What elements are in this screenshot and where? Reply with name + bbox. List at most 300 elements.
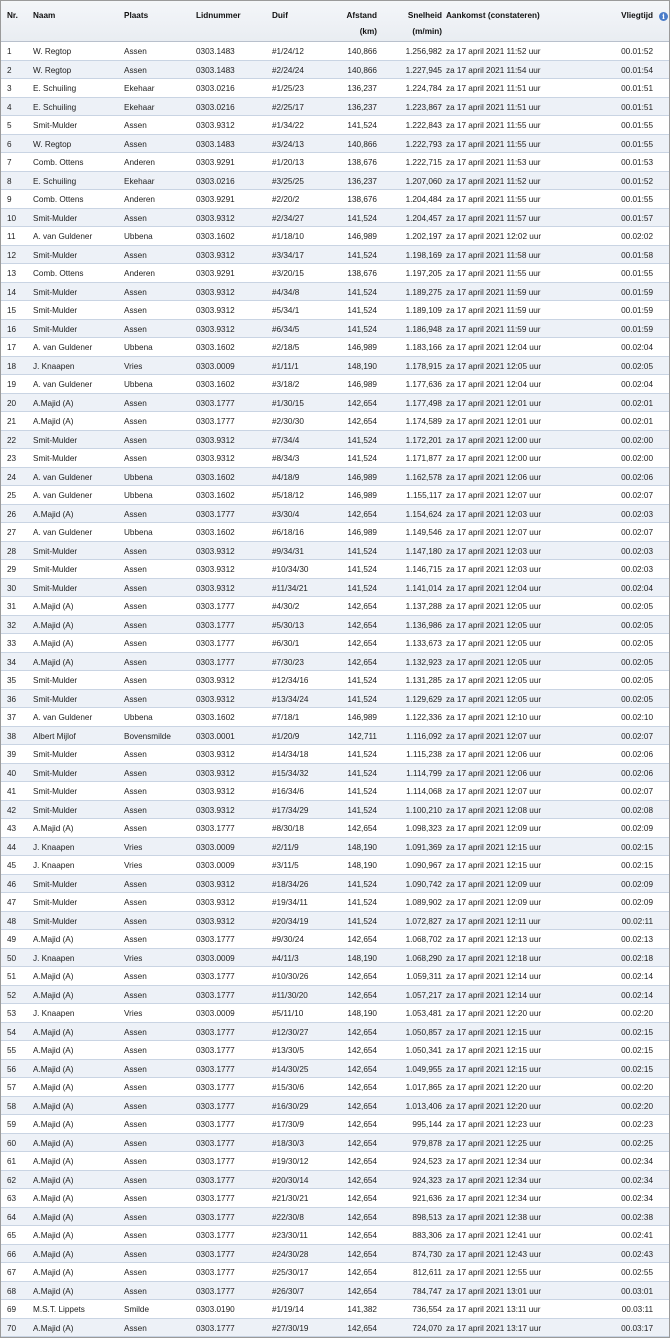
table-row[interactable]	[1, 1245, 669, 1264]
cell-naam: A.Majid (A)	[33, 1101, 74, 1111]
cell-afstand: 146,989	[347, 491, 377, 500]
cell-nr: 58	[7, 1101, 17, 1111]
cell-nr: 6	[7, 139, 12, 149]
cell-aankomst: za 17 april 2021 12:14 uur	[446, 972, 542, 981]
cell-vliegtijd: 00.02:34	[621, 1157, 653, 1166]
cell-naam: A.Majid (A)	[33, 1027, 74, 1037]
table-row[interactable]	[1, 708, 669, 727]
cell-aankomst: za 17 april 2021 12:04 uur	[446, 583, 542, 593]
cell-naam: A. van Guldener	[33, 343, 93, 352]
cell-afstand: 146,989	[347, 232, 377, 241]
cell-aankomst: za 17 april 2021 12:09 uur	[446, 824, 542, 833]
cell-naam: A. van Guldener	[33, 380, 93, 389]
cell-lidnummer: 0303.9291	[196, 269, 235, 278]
table-row[interactable]	[1, 616, 669, 635]
table-row[interactable]	[1, 1263, 669, 1282]
cell-nr: 47	[7, 898, 17, 907]
cell-aankomst: za 17 april 2021 12:18 uur	[446, 953, 542, 963]
cell-afstand: 141,524	[347, 787, 377, 796]
table-row[interactable]	[1, 264, 669, 283]
cell-lidnummer: 0303.9312	[196, 694, 235, 704]
table-row[interactable]	[1, 227, 669, 246]
cell-duif: #6/34/5	[272, 324, 300, 334]
cell-plaats: Ekehaar	[124, 102, 155, 112]
cell-plaats: Assen	[124, 676, 147, 685]
cell-afstand: 141,524	[347, 879, 377, 889]
cell-naam: J. Knaapen	[33, 361, 75, 371]
table-row[interactable]	[1, 875, 669, 894]
col-header-snelheid[interactable]: Snelheid	[407, 11, 442, 20]
cell-vliegtijd: 00.01:55	[621, 269, 653, 278]
cell-vliegtijd: 00.02:05	[621, 676, 653, 685]
table-row[interactable]	[1, 209, 669, 228]
table-row[interactable]	[1, 1115, 669, 1134]
table-row[interactable]	[1, 1134, 669, 1153]
table-row[interactable]	[1, 246, 669, 265]
cell-nr: 68	[7, 1286, 17, 1296]
table-row[interactable]	[1, 782, 669, 801]
cell-vliegtijd: 00.02:20	[621, 1009, 653, 1018]
cell-nr: 12	[7, 250, 17, 260]
cell-lidnummer: 0303.1777	[196, 1268, 235, 1277]
col-header-afstand-unit: (km)	[359, 27, 377, 36]
table-row[interactable]	[1, 1078, 669, 1097]
info-icon[interactable]: i	[659, 12, 668, 21]
table-row[interactable]	[1, 727, 669, 746]
table-row[interactable]	[1, 856, 669, 875]
cell-lidnummer: 0303.1602	[196, 232, 235, 241]
cell-lidnummer: 0303.1777	[196, 639, 235, 648]
table-row[interactable]	[1, 523, 669, 542]
table-row[interactable]	[1, 153, 669, 172]
cell-nr: 7	[7, 158, 12, 167]
cell-nr: 69	[7, 1305, 17, 1314]
cell-vliegtijd: 00.02:01	[621, 417, 653, 426]
cell-naam: Smit-Mulder	[33, 694, 78, 704]
cell-duif: #3/25/25	[272, 176, 304, 186]
cell-snelheid: 1.017,865	[405, 1083, 442, 1092]
cell-vliegtijd: 00.02:09	[621, 824, 653, 833]
cell-nr: 13	[7, 269, 17, 278]
cell-lidnummer: 0303.1602	[196, 472, 235, 482]
cell-vliegtijd: 00.02:05	[621, 620, 653, 630]
cell-duif: #2/20/2	[272, 195, 300, 204]
table-row[interactable]	[1, 653, 669, 672]
table-row[interactable]	[1, 967, 669, 986]
cell-aankomst: za 17 april 2021 11:55 uur	[446, 195, 541, 204]
cell-plaats: Vries	[124, 953, 143, 963]
cell-aankomst: za 17 april 2021 12:00 uur	[446, 435, 542, 445]
cell-plaats: Assen	[124, 1157, 147, 1166]
cell-duif: #13/30/5	[272, 1046, 304, 1055]
cell-lidnummer: 0303.1777	[196, 509, 235, 519]
cell-afstand: 142,654	[347, 1157, 377, 1166]
cell-nr: 28	[7, 546, 17, 556]
col-header-snelheid-unit: (m/min)	[412, 27, 442, 36]
cell-afstand: 146,989	[347, 343, 377, 352]
table-row[interactable]	[1, 135, 669, 154]
cell-naam: A. van Guldener	[33, 713, 93, 722]
cell-duif: #3/20/15	[272, 269, 304, 278]
cell-lidnummer: 0303.1777	[196, 990, 235, 1000]
table-row[interactable]	[1, 61, 669, 80]
cell-nr: 57	[7, 1083, 17, 1092]
cell-naam: Smit-Mulder	[33, 546, 78, 556]
cell-duif: #15/30/6	[272, 1083, 304, 1092]
cell-snelheid: 995,144	[412, 1120, 442, 1129]
cell-snelheid: 1.091,369	[405, 842, 442, 852]
cell-naam: A.Majid (A)	[33, 1138, 74, 1148]
table-row[interactable]	[1, 745, 669, 764]
table-row[interactable]	[1, 671, 669, 690]
table-row[interactable]	[1, 764, 669, 783]
cell-afstand: 141,524	[347, 565, 377, 574]
table-row[interactable]	[1, 1041, 669, 1060]
cell-vliegtijd: 00.02:09	[621, 879, 653, 889]
cell-naam: W. Regtop	[33, 47, 72, 56]
cell-naam: Comb. Ottens	[33, 195, 84, 204]
cell-vliegtijd: 00.02:55	[621, 1268, 653, 1277]
cell-nr: 15	[7, 306, 17, 315]
cell-lidnummer: 0303.1777	[196, 1157, 235, 1166]
cell-naam: A.Majid (A)	[33, 972, 74, 981]
table-row[interactable]	[1, 394, 669, 413]
cell-duif: #5/11/10	[272, 1009, 304, 1018]
table-row[interactable]	[1, 1282, 669, 1301]
cell-aankomst: za 17 april 2021 12:15 uur	[446, 1046, 542, 1055]
table-row[interactable]	[1, 1226, 669, 1245]
cell-afstand: 142,654	[347, 1027, 377, 1037]
cell-afstand: 142,654	[347, 1268, 377, 1277]
col-header-duif[interactable]: Duif	[272, 11, 288, 20]
cell-afstand: 142,654	[347, 1175, 377, 1185]
table-row[interactable]	[1, 375, 669, 394]
cell-vliegtijd: 00.02:14	[621, 990, 653, 1000]
cell-duif: #17/34/29	[272, 805, 309, 815]
cell-snelheid: 1.147,180	[405, 546, 442, 556]
cell-duif: #25/30/17	[272, 1268, 309, 1277]
cell-naam: A.Majid (A)	[33, 1231, 74, 1240]
table-row[interactable]	[1, 412, 669, 431]
cell-afstand: 141,524	[347, 805, 377, 815]
cell-duif: #10/30/26	[272, 972, 309, 981]
cell-afstand: 146,989	[347, 528, 377, 537]
cell-nr: 55	[7, 1046, 17, 1055]
cell-aankomst: za 17 april 2021 13:01 uur	[446, 1286, 542, 1296]
col-header-aankomst[interactable]: Aankomst (constateren)	[446, 11, 540, 20]
table-row[interactable]	[1, 338, 669, 357]
cell-naam: A. van Guldener	[33, 528, 93, 537]
cell-snelheid: 1.177,636	[405, 380, 442, 389]
table-row[interactable]	[1, 1004, 669, 1023]
table-row[interactable]	[1, 301, 669, 320]
cell-plaats: Ubbena	[124, 472, 153, 482]
cell-snelheid: 1.162,578	[405, 472, 442, 482]
cell-plaats: Assen	[124, 1212, 147, 1222]
cell-naam: E. Schuiling	[33, 102, 77, 112]
table-row[interactable]	[1, 505, 669, 524]
cell-lidnummer: 0303.9291	[196, 158, 235, 167]
table-row[interactable]	[1, 1300, 669, 1319]
cell-naam: A. van Guldener	[33, 491, 93, 500]
table-row[interactable]	[1, 486, 669, 505]
cell-duif: #12/30/27	[272, 1027, 309, 1037]
table-row[interactable]	[1, 1189, 669, 1208]
cell-snelheid: 1.177,498	[405, 398, 442, 408]
table-row[interactable]	[1, 912, 669, 931]
cell-lidnummer: 0303.9312	[196, 324, 235, 334]
table-row[interactable]	[1, 468, 669, 487]
table-row[interactable]	[1, 542, 669, 561]
cell-afstand: 142,654	[347, 620, 377, 630]
cell-snelheid: 1.224,784	[405, 84, 442, 93]
cell-vliegtijd: 00.01:55	[621, 139, 653, 149]
table-row[interactable]	[1, 986, 669, 1005]
cell-aankomst: za 17 april 2021 12:04 uur	[446, 380, 542, 389]
cell-duif: #4/34/8	[272, 287, 300, 297]
cell-afstand: 142,654	[347, 1064, 377, 1074]
cell-duif: #1/19/14	[272, 1305, 304, 1314]
cell-aankomst: za 17 april 2021 12:09 uur	[446, 898, 542, 907]
cell-nr: 19	[7, 380, 17, 389]
col-header-plaats[interactable]: Plaats	[124, 11, 149, 20]
table-row[interactable]	[1, 819, 669, 838]
table-row[interactable]	[1, 1023, 669, 1042]
cell-aankomst: za 17 april 2021 12:03 uur	[446, 546, 542, 556]
cell-nr: 61	[7, 1157, 17, 1166]
cell-plaats: Assen	[124, 306, 147, 315]
cell-plaats: Assen	[124, 1323, 147, 1333]
cell-vliegtijd: 00.02:15	[621, 861, 653, 870]
cell-lidnummer: 0303.9312	[196, 787, 235, 796]
cell-vliegtijd: 00.01:57	[621, 213, 653, 223]
cell-aankomst: za 17 april 2021 12:06 uur	[446, 472, 542, 482]
table-row[interactable]	[1, 838, 669, 857]
table-row[interactable]	[1, 1171, 669, 1190]
table-row[interactable]	[1, 1208, 669, 1227]
cell-nr: 65	[7, 1231, 17, 1240]
table-row[interactable]	[1, 634, 669, 653]
cell-vliegtijd: 00.02:04	[621, 583, 653, 593]
cell-afstand: 142,654	[347, 398, 377, 408]
cell-afstand: 142,654	[347, 1286, 377, 1296]
cell-lidnummer: 0303.9312	[196, 805, 235, 815]
cell-naam: Smit-Mulder	[33, 435, 78, 445]
cell-aankomst: za 17 april 2021 11:51 uur	[446, 102, 541, 112]
cell-naam: Smit-Mulder	[33, 787, 78, 796]
cell-aankomst: za 17 april 2021 12:08 uur	[446, 805, 542, 815]
cell-snelheid: 1.207,060	[405, 176, 442, 186]
cell-vliegtijd: 00.02:15	[621, 1046, 653, 1055]
cell-nr: 40	[7, 768, 17, 778]
cell-nr: 23	[7, 454, 17, 463]
cell-vliegtijd: 00.01:55	[621, 121, 653, 130]
cell-afstand: 141,524	[347, 324, 377, 334]
cell-nr: 63	[7, 1194, 17, 1203]
table-row[interactable]	[1, 431, 669, 450]
cell-aankomst: za 17 april 2021 12:06 uur	[446, 768, 542, 778]
cell-snelheid: 1.122,336	[405, 713, 442, 722]
table-row[interactable]	[1, 560, 669, 579]
cell-plaats: Assen	[124, 435, 147, 445]
cell-aankomst: za 17 april 2021 12:11 uur	[446, 916, 541, 926]
cell-plaats: Assen	[124, 1138, 147, 1148]
cell-plaats: Assen	[124, 935, 147, 944]
cell-lidnummer: 0303.9312	[196, 213, 235, 223]
cell-plaats: Anderen	[124, 195, 155, 204]
cell-plaats: Assen	[124, 657, 147, 667]
cell-lidnummer: 0303.0190	[196, 1305, 235, 1314]
table-row[interactable]	[1, 79, 669, 98]
cell-lidnummer: 0303.1777	[196, 1120, 235, 1129]
cell-naam: A.Majid (A)	[33, 1268, 74, 1277]
cell-plaats: Ubbena	[124, 232, 153, 241]
cell-vliegtijd: 00.01:59	[621, 287, 653, 297]
cell-naam: Albert Mijlof	[33, 731, 76, 741]
cell-naam: J. Knaapen	[33, 842, 75, 852]
cell-snelheid: 1.149,546	[405, 528, 442, 537]
cell-lidnummer: 0303.0009	[196, 361, 235, 371]
table-row[interactable]	[1, 801, 669, 820]
cell-lidnummer: 0303.1602	[196, 528, 235, 537]
cell-nr: 20	[7, 398, 17, 408]
table-row[interactable]	[1, 449, 669, 468]
cell-vliegtijd: 00.02:07	[621, 731, 653, 741]
cell-afstand: 142,654	[347, 1120, 377, 1129]
cell-lidnummer: 0303.0216	[196, 102, 235, 112]
col-header-vliegtijd[interactable]: Vliegtijd	[621, 11, 653, 20]
col-header-afstand[interactable]: Afstand	[346, 11, 377, 20]
cell-nr: 56	[7, 1064, 17, 1074]
cell-nr: 39	[7, 750, 17, 759]
cell-naam: A.Majid (A)	[33, 1249, 74, 1259]
cell-nr: 17	[7, 343, 17, 352]
cell-vliegtijd: 00.02:00	[621, 454, 653, 463]
cell-lidnummer: 0303.1777	[196, 1101, 235, 1111]
cell-afstand: 148,190	[347, 1009, 377, 1018]
cell-duif: #1/34/22	[272, 121, 304, 130]
cell-snelheid: 1.223,867	[405, 102, 442, 112]
cell-plaats: Vries	[124, 842, 143, 852]
cell-afstand: 141,382	[347, 1305, 377, 1314]
cell-snelheid: 1.132,923	[405, 657, 442, 667]
cell-vliegtijd: 00.02:11	[621, 916, 653, 926]
table-row[interactable]	[1, 357, 669, 376]
cell-vliegtijd: 00.02:07	[621, 787, 653, 796]
cell-afstand: 142,654	[347, 1101, 377, 1111]
cell-afstand: 142,654	[347, 602, 377, 611]
table-row[interactable]	[1, 690, 669, 709]
cell-plaats: Assen	[124, 1064, 147, 1074]
table-row[interactable]	[1, 116, 669, 135]
cell-vliegtijd: 00.02:00	[621, 435, 653, 445]
table-row[interactable]	[1, 320, 669, 339]
cell-nr: 49	[7, 935, 17, 944]
cell-naam: A.Majid (A)	[33, 1046, 74, 1055]
cell-plaats: Assen	[124, 1120, 147, 1129]
table-row[interactable]	[1, 283, 669, 302]
table-row[interactable]	[1, 1319, 669, 1338]
cell-plaats: Ubbena	[124, 528, 153, 537]
table-row[interactable]	[1, 893, 669, 912]
cell-duif: #1/30/15	[272, 398, 304, 408]
cell-duif: #20/30/14	[272, 1175, 309, 1185]
table-row[interactable]	[1, 1060, 669, 1079]
cell-plaats: Ubbena	[124, 380, 153, 389]
cell-plaats: Assen	[124, 879, 147, 889]
cell-vliegtijd: 00.02:05	[621, 361, 653, 371]
table-row[interactable]	[1, 949, 669, 968]
cell-lidnummer: 0303.1777	[196, 1046, 235, 1055]
cell-vliegtijd: 00.02:01	[621, 398, 653, 408]
table-row[interactable]	[1, 98, 669, 117]
cell-aankomst: za 17 april 2021 12:41 uur	[446, 1231, 542, 1240]
cell-afstand: 141,524	[347, 676, 377, 685]
cell-vliegtijd: 00.01:59	[621, 306, 653, 315]
cell-nr: 1	[7, 47, 12, 56]
cell-vliegtijd: 00.02:38	[621, 1212, 653, 1222]
cell-lidnummer: 0303.9312	[196, 916, 235, 926]
cell-lidnummer: 0303.0216	[196, 176, 235, 186]
cell-aankomst: za 17 april 2021 11:55 uur	[446, 269, 541, 278]
cell-nr: 27	[7, 528, 17, 537]
cell-duif: #9/34/31	[272, 546, 304, 556]
col-header-nr[interactable]: Nr.	[7, 11, 18, 20]
cell-afstand: 142,654	[347, 417, 377, 426]
col-header-naam[interactable]: Naam	[33, 11, 56, 20]
table-row[interactable]	[1, 1097, 669, 1116]
cell-duif: #8/30/18	[272, 824, 304, 833]
cell-lidnummer: 0303.9312	[196, 565, 235, 574]
table-row[interactable]	[1, 172, 669, 191]
col-header-lidnummer[interactable]: Lidnummer	[196, 11, 241, 20]
cell-aankomst: za 17 april 2021 12:15 uur	[446, 842, 542, 852]
cell-afstand: 142,654	[347, 1249, 377, 1259]
table-row[interactable]	[1, 597, 669, 616]
cell-afstand: 146,989	[347, 380, 377, 389]
cell-duif: #19/30/12	[272, 1157, 309, 1166]
cell-aankomst: za 17 april 2021 12:07 uur	[446, 528, 542, 537]
cell-vliegtijd: 00.02:15	[621, 1064, 653, 1074]
cell-snelheid: 1.049,955	[405, 1064, 442, 1074]
table-row[interactable]	[1, 930, 669, 949]
cell-snelheid: 1.154,624	[405, 509, 442, 519]
cell-vliegtijd: 00.01:51	[621, 102, 653, 112]
cell-naam: J. Knaapen	[33, 861, 75, 870]
cell-naam: A.Majid (A)	[33, 1083, 74, 1092]
cell-afstand: 142,654	[347, 1194, 377, 1203]
table-row[interactable]	[1, 42, 669, 61]
table-row[interactable]	[1, 579, 669, 598]
cell-duif: #14/34/18	[272, 750, 309, 759]
cell-aankomst: za 17 april 2021 12:34 uur	[446, 1175, 542, 1185]
cell-vliegtijd: 00.03:01	[621, 1286, 653, 1296]
cell-duif: #4/30/2	[272, 602, 300, 611]
cell-aankomst: za 17 april 2021 11:57 uur	[446, 213, 541, 223]
table-row[interactable]	[1, 190, 669, 209]
cell-naam: Smit-Mulder	[33, 750, 78, 759]
cell-duif: #20/34/19	[272, 916, 309, 926]
table-row[interactable]	[1, 1152, 669, 1171]
cell-vliegtijd: 00.02:05	[621, 639, 653, 648]
cell-lidnummer: 0303.1777	[196, 1323, 235, 1333]
cell-aankomst: za 17 april 2021 12:38 uur	[446, 1212, 542, 1222]
cell-afstand: 136,237	[347, 84, 377, 93]
cell-naam: A.Majid (A)	[33, 1175, 74, 1185]
cell-vliegtijd: 00.01:52	[621, 176, 653, 186]
cell-afstand: 142,654	[347, 639, 377, 648]
cell-aankomst: za 17 april 2021 12:15 uur	[446, 1027, 542, 1037]
